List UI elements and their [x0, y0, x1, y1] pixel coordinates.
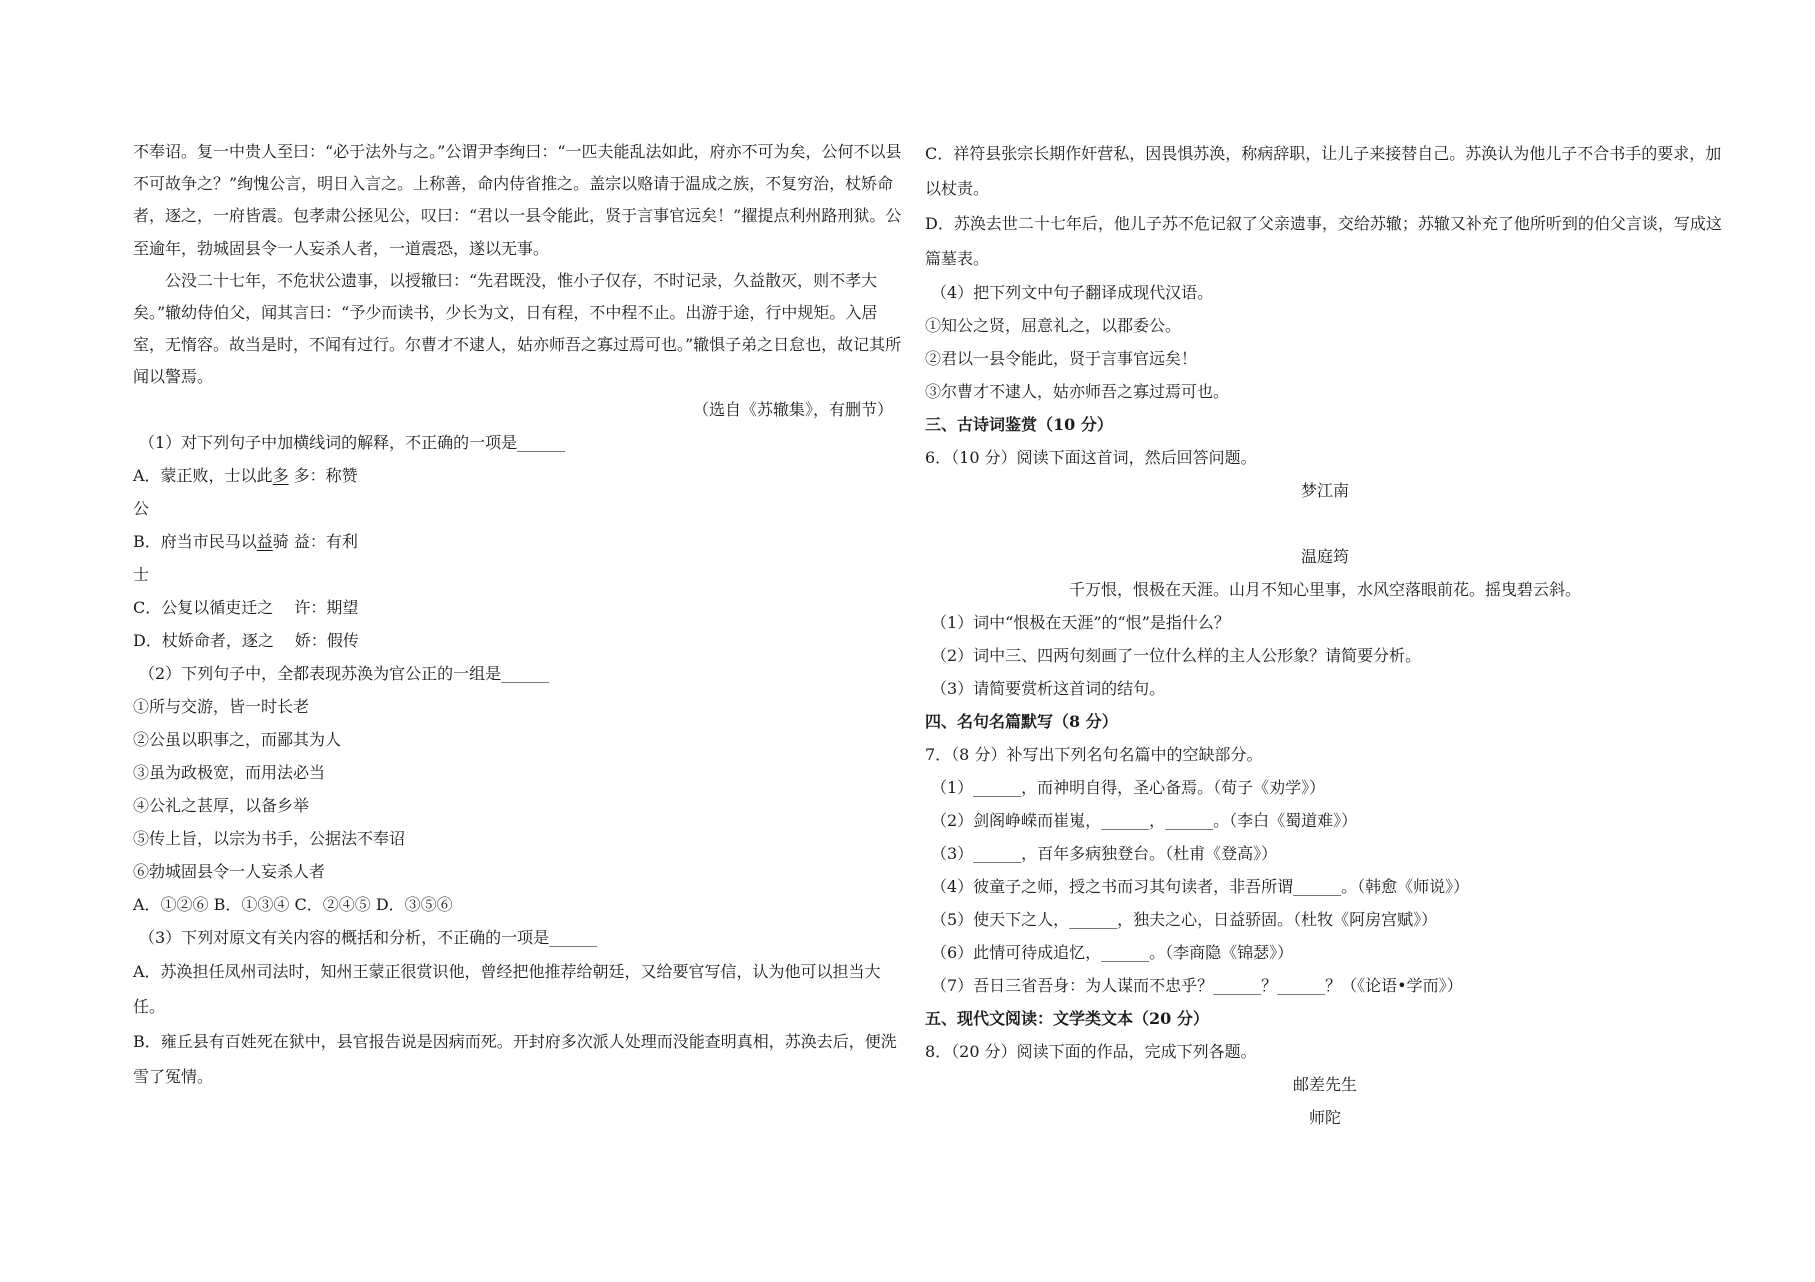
question-2-item: ⑥勃城固县令一人妄杀人者	[133, 861, 326, 881]
question-2-item: ②公虽以职事之，而鄙其为人	[133, 729, 342, 749]
underlined-word: 益	[256, 531, 273, 551]
question-3-option-d: D．苏涣去世二十七年后，他儿子苏不危记叙了父亲遗事，交给苏辙；苏辙又补充了他所听到的伯父言谈，写成这篇墓表。	[925, 214, 1722, 268]
article-title: 邮差先生	[1292, 1075, 1357, 1094]
question-3-option-a: A．苏涣担任凤州司法时，知州王蒙正很赏识他，曾经把他推荐给朝廷，又给要官写信，认为他可以担当大任。	[133, 961, 881, 1016]
question-4-stem: （4）把下列文中句子翻译成现代汉语。	[931, 283, 1214, 302]
question-4-item: ①知公之贤，屈意礼之，以郡委公。	[925, 316, 1182, 335]
option-text: A．蒙正败，士以此	[133, 465, 273, 485]
right-column	[925, 136, 1725, 1134]
option-text: 多：称赞	[288, 465, 358, 485]
question-2-item: ①所与交游，皆一时长老	[133, 696, 310, 716]
question-4-item: ③尔曹才不逮人，姑亦师吾之寡过焉可也。	[925, 382, 1230, 401]
question-3-option-c: C．祥符县张宗长期作奸营私，因畏惧苏涣，称病辞职，让儿子来接替自己。苏涣认为他儿子不合书手的要求，加以杖责。	[925, 144, 1722, 198]
passage-paragraph: 不奉诏。复一中贵人至曰：“必于法外与之。”公谓尹李绚曰：“一匹夫能乱法如此，府亦不可为矣，公何不以县不可故争之？”绚愧公言，明日入言之。上称善，命内侍省推之。盖宗以赂请于温成之族，不复穷治，杖矫命者，逐之，一府皆震。包孝肃公拯见公，叹曰：“君以一县令能此，贤于言事官远矣！”擢提点利州路刑狱。公至逾年，勃城固县令一人妄杀人者，一道震恐，遂以无事。	[133, 142, 902, 258]
question-1-option-c: C．公复以循吏迁之 许：期望	[133, 597, 359, 617]
underlined-word: 多	[272, 465, 289, 485]
question-7-item: （2）剑阁峥嵘而崔嵬，______，______。（李白《蜀道难》）	[931, 811, 1358, 830]
question-6-sub: （3）请简要赏析这首词的结句。	[931, 679, 1166, 698]
question-8-stem: 8．（20 分）阅读下面的作品，完成下列各题。	[925, 1042, 1257, 1061]
question-2-stem: （2）下列句子中，全都表现苏涣为官公正的一组是______	[139, 663, 550, 683]
question-1-option-d: D．杖娇命者，逐之 娇：假传	[133, 630, 359, 650]
poem-text: 千万恨，恨极在天涯。山月不知心里事，水风空落眼前花。摇曳碧云斜。	[1068, 580, 1581, 599]
article-author: 师陀	[1308, 1108, 1341, 1127]
question-1-option-a	[133, 459, 903, 492]
question-6-stem: 6．（10 分）阅读下面这首词，然后回答问题。	[925, 448, 1257, 467]
question-3-stem: （3）下列对原文有关内容的概括和分析，不正确的一项是______	[139, 927, 598, 947]
question-7-item: （3）______，百年多病独登台。（杜甫《登高》）	[931, 844, 1278, 863]
question-2-item: ④公礼之甚厚，以备乡举	[133, 795, 310, 815]
section-4-heading: 四、名句名篇默写（8 分）	[925, 712, 1118, 731]
option-text: B．府当市民马以	[133, 531, 257, 551]
question-2-item: ③虽为政极宽，而用法必当	[133, 762, 326, 782]
question-1-stem: （1）对下列句子中加横线词的解释，不正确的一项是______	[139, 432, 566, 452]
option-text: 骑 益：有利	[272, 531, 358, 551]
question-7-item: （4）彼童子之师，授之书而习其句读者，非吾所谓______。（韩愈《师说》）	[931, 877, 1470, 896]
section-5-heading: 五、现代文阅读：文学类文本（20 分）	[925, 1009, 1209, 1028]
poem-title: 梦江南	[1300, 481, 1349, 500]
left-column	[133, 136, 903, 1094]
passage-paragraph: 公没二十七年，不危状公遗事，以授辙曰：“先君既没，惟小子仅存，不时记录，久益散灭，则不孝大矣。”辙幼侍伯父，闻其言曰：“予少而读书，少长为文，日有程，不中程不止。出游于途，行中规矩。入居室，无惰容。故当是时，不闻有过行。尔曹才不逮人，姑亦师吾之寡过焉可也。”辙惧子弟之日怠也，故记其所闻以警焉。	[133, 270, 902, 387]
question-7-item: （6）此情可待成追忆，______。（李商隐《锦瑟》）	[931, 943, 1294, 962]
question-6-sub: （1）词中“恨极在天涯”的“恨”是指什么？	[931, 613, 1230, 632]
question-7-stem: 7．（8 分）补写出下列名句名篇中的空缺部分。	[925, 745, 1263, 764]
question-7-item: （7）吾日三省吾身：为人谋而不忠乎？______？______？（《论语•学而》）	[931, 976, 1463, 995]
section-3-heading: 三、古诗词鉴赏（10 分）	[925, 415, 1113, 434]
question-3-option-b: B．雍丘县有百姓死在狱中，县官报告说是因病而死。开封府多次派人处理而没能查明真相，苏涣去后，便洗雪了冤情。	[133, 1031, 897, 1086]
question-2-item: ⑤传上旨，以宗为书手，公据法不奉诏	[133, 828, 406, 848]
passage-source: （选自《苏辙集》，有删节）	[692, 399, 893, 419]
question-1-option-b	[133, 525, 903, 558]
question-7-item: （5）使天下之人，______，独夫之心，日益骄固。（杜牧《阿房宫赋》）	[931, 910, 1438, 929]
stray-character: 公	[133, 498, 150, 518]
question-7-item: （1）______，而神明自得，圣心备焉。（荀子《劝学》）	[931, 778, 1326, 797]
poem-author: 温庭筠	[1300, 547, 1349, 566]
question-2-options: A．①②⑥ B．①③④ C．②④⑤ D．③⑤⑥	[133, 894, 453, 914]
question-6-sub: （2）词中三、四两句刻画了一位什么样的主人公形象？请简要分析。	[931, 646, 1422, 665]
question-4-item: ②君以一县令能此，贤于言事官远矣！	[925, 349, 1198, 368]
stray-character: 士	[133, 564, 150, 584]
